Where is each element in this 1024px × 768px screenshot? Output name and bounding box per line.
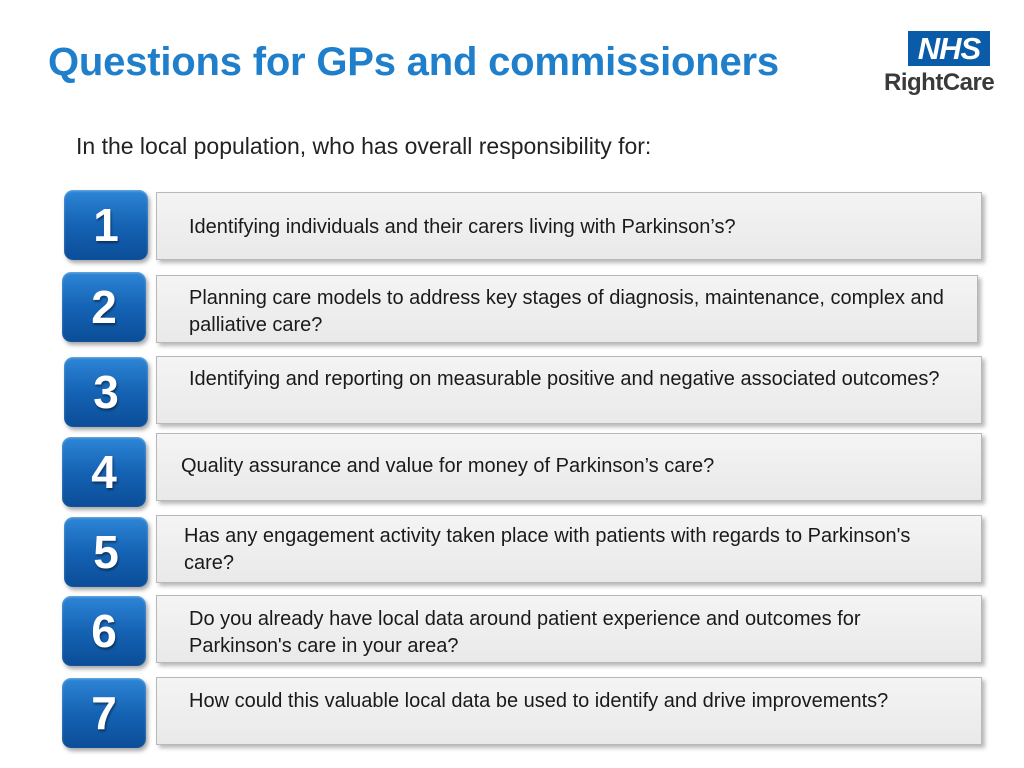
question-text: How could this valuable local data be used to identify and drive improvements?	[189, 690, 889, 712]
question-text: Identifying and reporting on measurable positive and negative associated outcomes?	[189, 368, 940, 390]
question-box	[156, 595, 982, 663]
number-badge: 6	[62, 596, 146, 666]
question-box	[156, 192, 982, 260]
number-badge: 4	[62, 437, 146, 507]
number-badge: 1	[64, 190, 148, 260]
question-box	[156, 433, 982, 501]
number-badge: 7	[62, 678, 146, 748]
page-title: Questions for GPs and commissioners	[48, 40, 779, 84]
intro-text: In the local population, who has overall responsibility for:	[76, 133, 652, 159]
rightcare-logo-text: RightCare	[884, 69, 995, 96]
question-box	[156, 677, 982, 745]
question-text: Quality assurance and value for money of Parkinson’s care?	[181, 455, 715, 477]
question-text: Do you already have local data around patient experience and outcomes for Parkinson's care in your area?	[189, 608, 861, 657]
question-text: Identifying individuals and their carers living with Parkinson’s?	[189, 216, 736, 238]
question-text: Planning care models to address key stages of diagnosis, maintenance, complex and palliative care?	[189, 287, 944, 336]
nhs-logo-box: NHS	[908, 31, 990, 66]
number-badge: 3	[64, 357, 148, 427]
number-badge: 2	[62, 272, 146, 342]
question-box	[156, 515, 982, 583]
number-badge: 5	[64, 517, 148, 587]
question-box	[156, 356, 982, 424]
question-box	[156, 275, 978, 343]
question-text: Has any engagement activity taken place with patients with regards to Parkinson's care?	[184, 525, 911, 574]
